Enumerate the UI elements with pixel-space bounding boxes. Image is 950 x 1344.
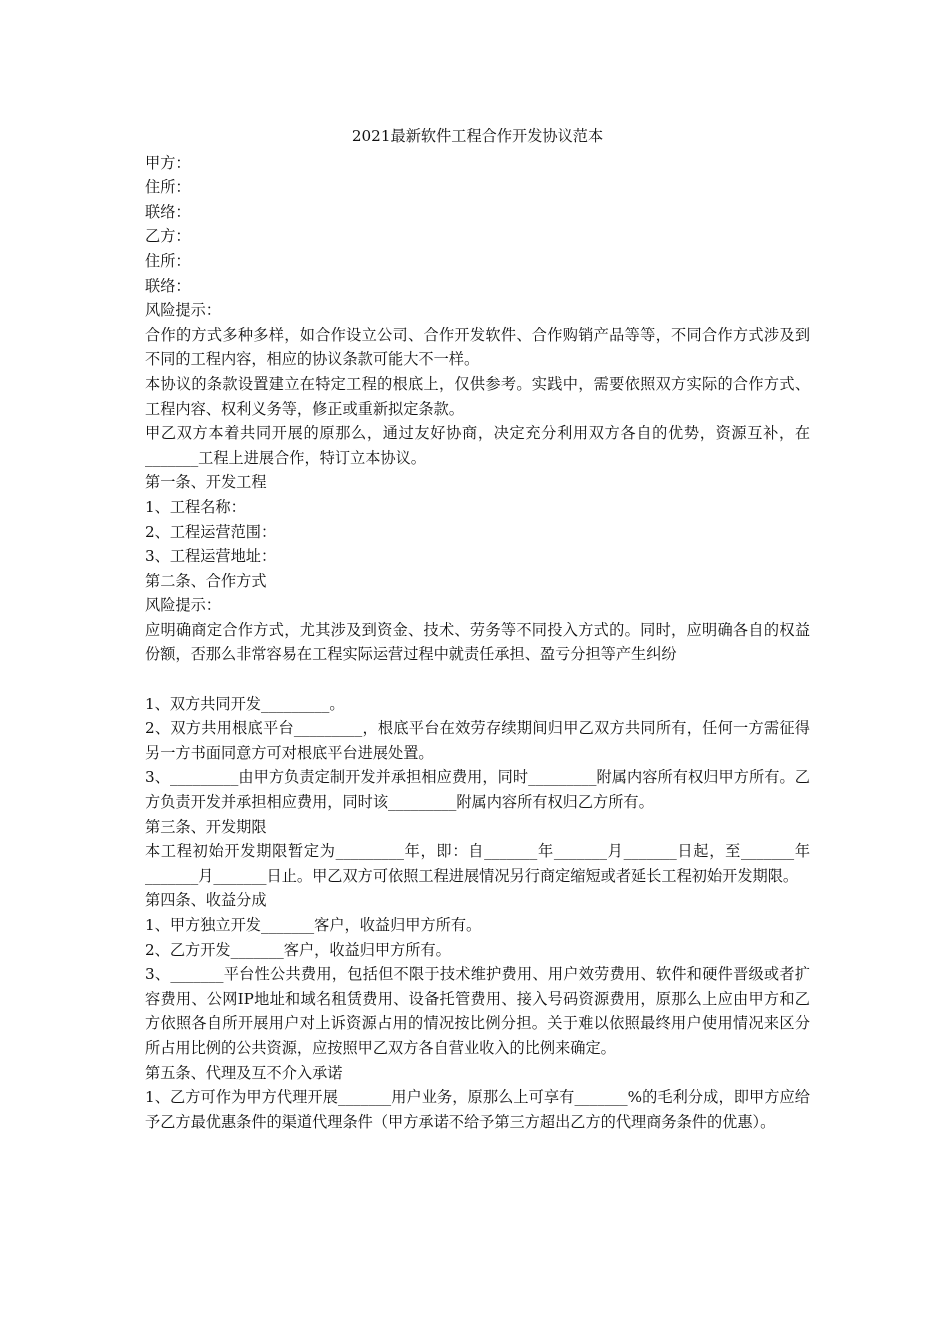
- article-4-item: 1、甲方独立开发_______客户，收益归甲方所有。: [145, 916, 482, 934]
- party-a-contact-label: 联络：: [145, 202, 191, 221]
- reference-notice-paragraph: 本协议的条款设置建立在特定工程的根底上，仅供参考。实践中，需要依照双方实际的合作方式、工程内容、权利义务等，修正或重新拟定条款。: [145, 374, 810, 418]
- risk-notice-heading: 风险提示：: [145, 301, 221, 320]
- article-3-paragraph: 本工程初始开发期限暂定为_________年，即：自_______年_______月_______日起，至_______年_______月_______日止。甲乙双方可依照工程进展情况另行商定缩短或者延长工程初始开发期限。: [145, 842, 810, 885]
- preamble-paragraph: 甲乙双方本着共同开展的原那么，通过友好协商，决定充分利用双方各自的优势，资源互补，在_______工程上进展合作，特订立本协议。: [145, 424, 810, 467]
- article-2-item: 3、_________由甲方负责定制开发并承担相应费用，同时_________附属内容所有权归甲方所有。乙方负责开发并承担相应费用，同时该_________附属内容所有权归乙方所有。: [145, 768, 810, 812]
- document-title: 2021最新软件工程合作开发协议范本: [351, 127, 604, 145]
- article-4-item: 2、乙方开发_______客户，收益归甲方所有。: [145, 940, 451, 959]
- article-4-heading: 第四条、收益分成: [145, 891, 267, 910]
- article-1-item: 2、工程运营范围：: [145, 522, 277, 541]
- party-b-contact-label: 联络：: [145, 276, 191, 295]
- party-a-address-label: 住所：: [145, 178, 191, 197]
- risk-notice-paragraph: 应明确商定合作方式，尤其涉及到资金、技术、劳务等不同投入方式的。同时，应明确各自的权益份额，否那么非常容易在工程实际运营过程中就责任承担、盈亏分担等产生纠纷: [145, 620, 810, 664]
- article-1-item: 1、工程名称：: [145, 497, 246, 516]
- article-2-heading: 第二条、合作方式: [145, 571, 267, 590]
- article-1-item: 3、工程运营地址：: [145, 547, 277, 566]
- article-5-heading: 第五条、代理及互不介入承诺: [145, 1063, 343, 1082]
- article-1-heading: 第一条、开发工程: [145, 473, 267, 492]
- risk-notice-heading: 风险提示：: [145, 596, 221, 615]
- document-page: [145, 124, 810, 1134]
- article-2-item: 2、双方共用根底平台_________，根底平台在效劳存续期间归甲乙双方共同所有，任何一方需征得另一方书面同意方可对根底平台进展处置。: [145, 719, 810, 762]
- article-5-item: 1、乙方可作为甲方代理开展_______用户业务，原那么上可享有_______%的毛利分成，即甲方应给予乙方最优惠条件的渠道代理条件（甲方承诺不给予第三方超出乙方的代理商务条件的优惠）。: [145, 1088, 810, 1131]
- party-b-label: 乙方：: [145, 227, 191, 246]
- article-3-heading: 第三条、开发期限: [145, 817, 267, 836]
- blank-line: [145, 667, 810, 692]
- party-b-address-label: 住所：: [145, 251, 191, 270]
- party-a-label: 甲方：: [145, 153, 191, 172]
- article-2-item: 1、双方共同开发_________。: [145, 694, 345, 713]
- article-4-item: 3、_______平台性公共费用，包括但不限于技术维护费用、用户效劳费用、软件和硬件晋级或者扩容费用、公网IP地址和域名租赁费用、设备托管费用、接入号码资源费用，原那么上应由甲方和乙方依照各自所开展用户对上诉资源占用的情况按比例分担。关于难以依照最终用户使用情况来区分所占用比例的公共资源，应按照甲乙双方各自营业收入的比例来确定。: [145, 965, 810, 1057]
- risk-notice-paragraph: 合作的方式多种多样，如合作设立公司、合作开发软件、合作购销产品等等，不同合作方式涉及到不同的工程内容，相应的协议条款可能大不一样。: [145, 325, 810, 369]
